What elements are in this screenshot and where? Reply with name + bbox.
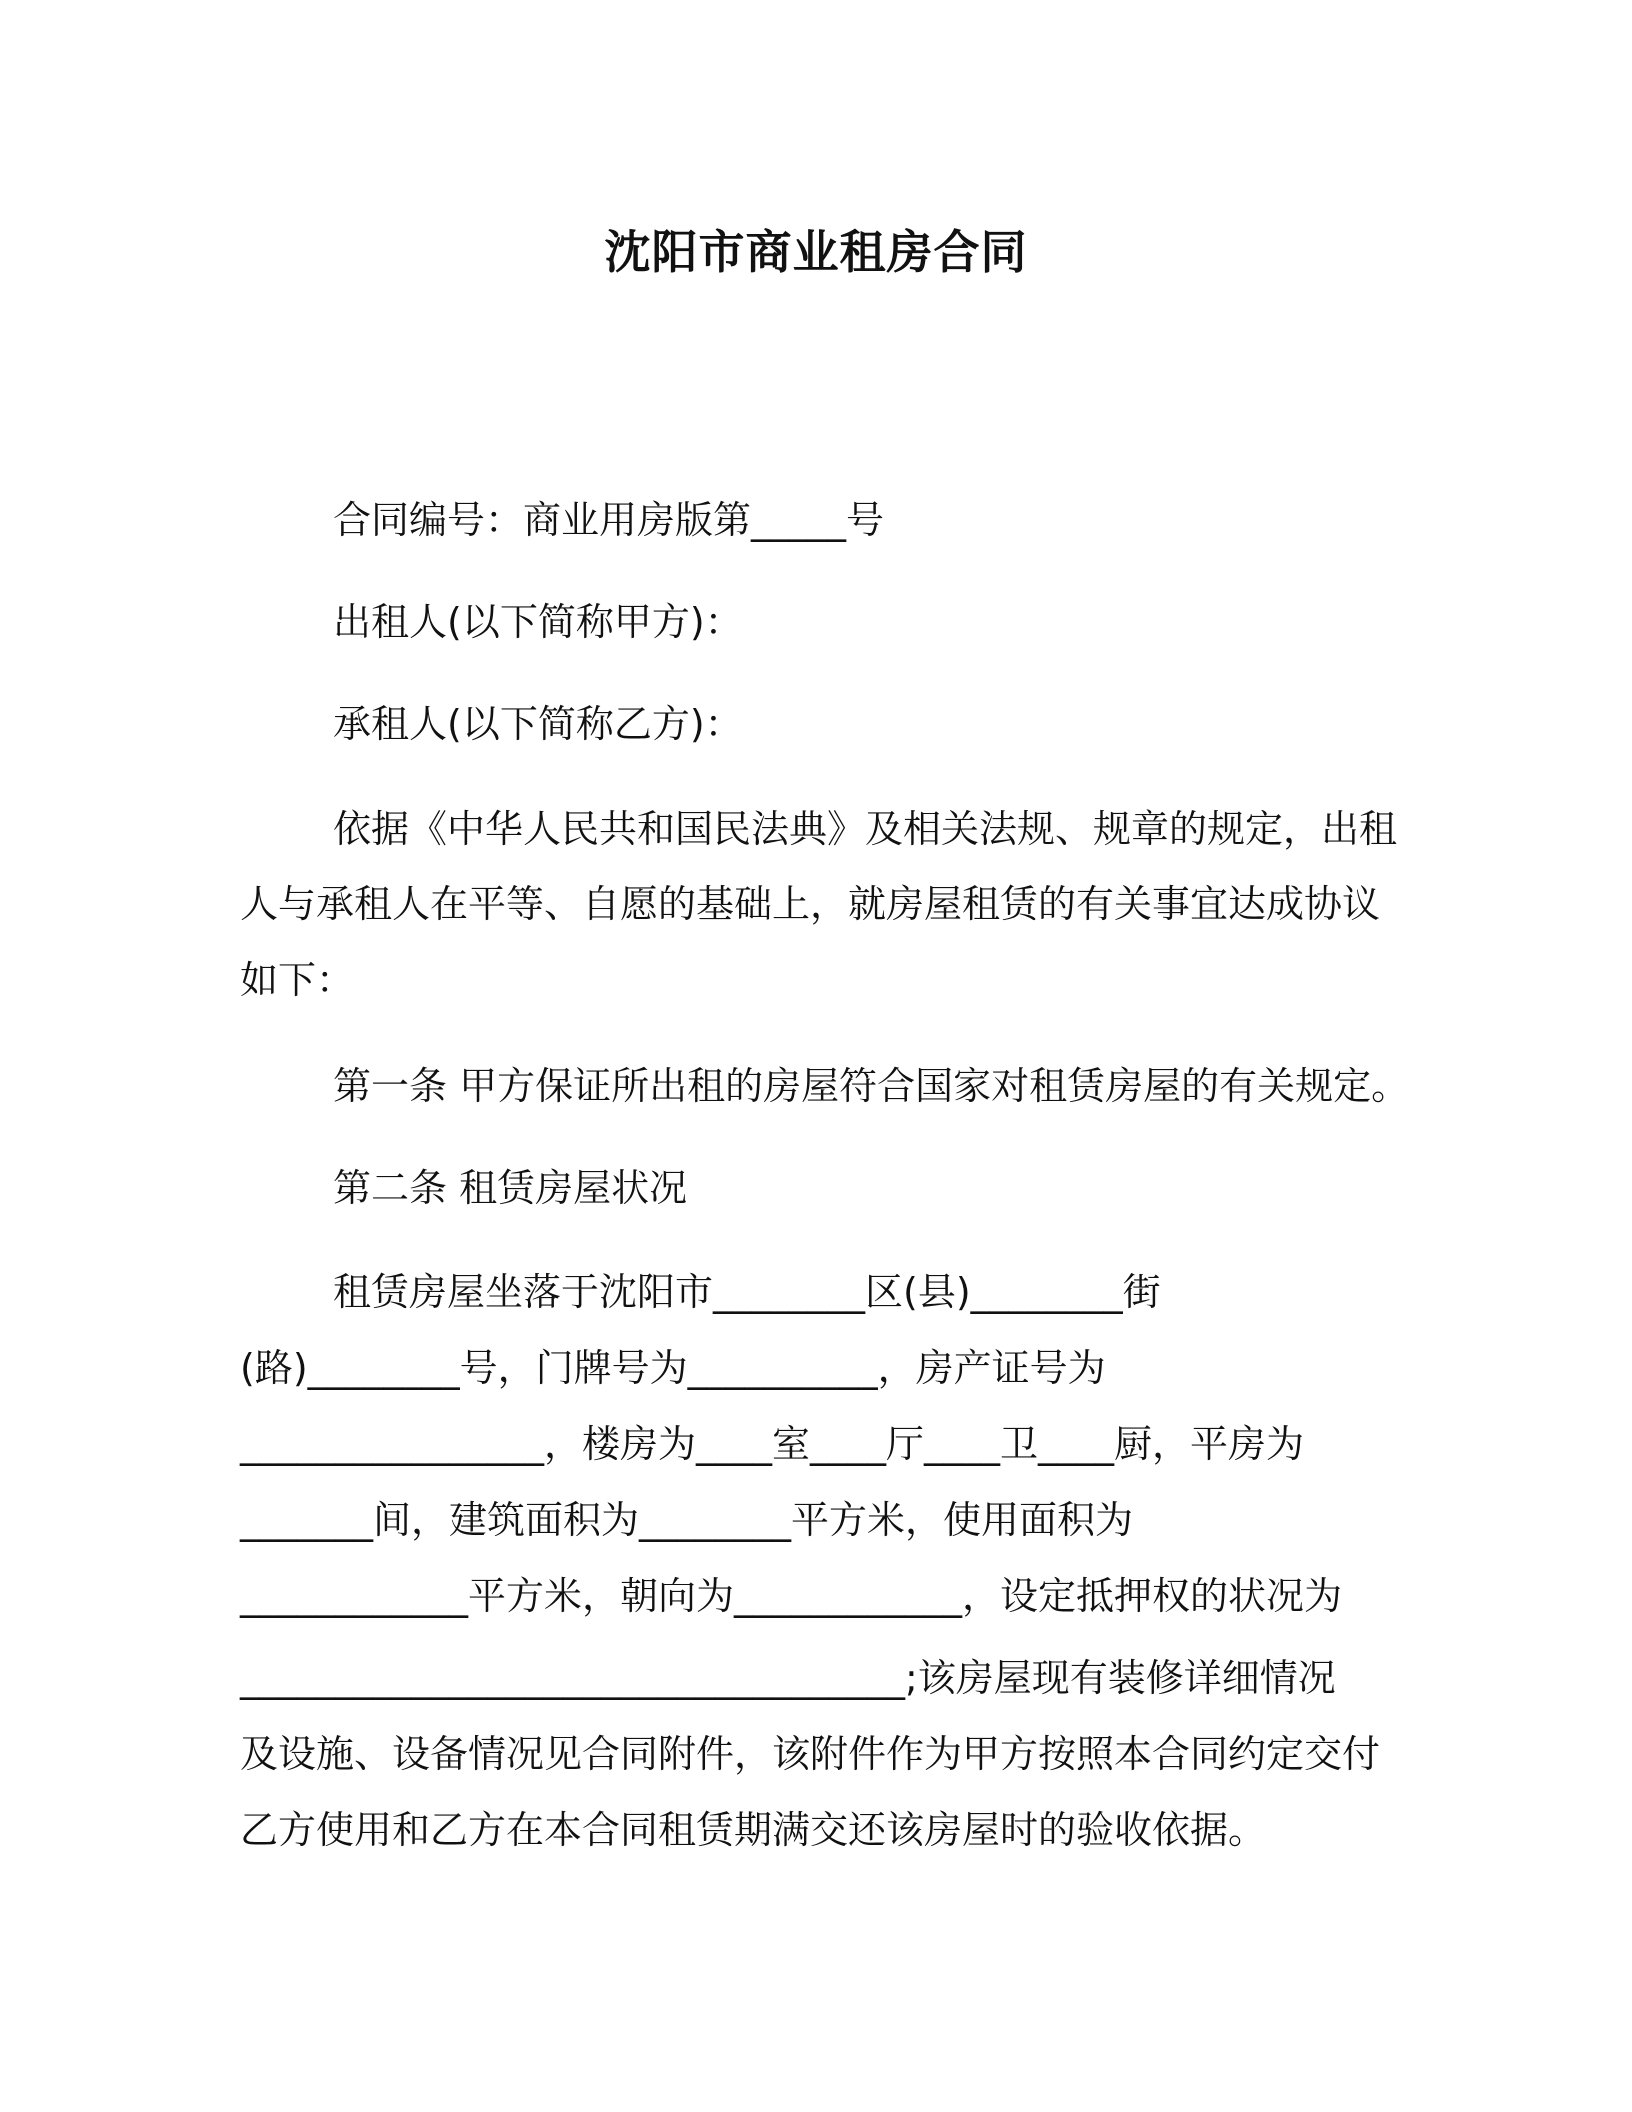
- lessor-line: 出租人(以下简称甲方)：: [333, 600, 743, 644]
- article-two-text-line-1: 租赁房屋坐落于沈阳市________区(县)________街: [333, 1270, 1161, 1314]
- article-one: 第一条 甲方保证所出租的房屋符合国家对租赁房屋的有关规定。: [333, 1064, 1410, 1108]
- article-two-text-line-3: ________________，楼房为____室____厅____卫____厨，平房为: [240, 1422, 1305, 1466]
- document-title: 沈阳市商业租房合同: [604, 225, 1028, 279]
- lessee-line: 承租人(以下简称乙方)：: [333, 702, 743, 746]
- preamble-line-3: 如下：: [240, 958, 355, 1002]
- preamble-line-1: 依据《中华人民共和国民法典》及相关法规、规章的规定，出租: [333, 807, 1398, 851]
- article-two-text-line-7: 及设施、设备情况见合同附件，该附件作为甲方按照本合同约定交付: [240, 1732, 1381, 1776]
- article-two-text-line-2: (路)________号，门牌号为__________，房产证号为: [240, 1346, 1106, 1390]
- article-two-text-line-5: ____________平方米，朝向为____________，设定抵押权的状况为: [240, 1574, 1343, 1618]
- article-two-heading: 第二条 租赁房屋状况: [333, 1166, 688, 1210]
- preamble-line-2: 人与承租人在平等、自愿的基础上，就房屋租赁的有关事宜达成协议: [240, 882, 1381, 926]
- contract-number-line: 合同编号：商业用房版第_____号: [333, 498, 885, 542]
- article-two-text-line-6: ___________________________________;该房屋现有装修详细情况: [240, 1656, 1336, 1700]
- article-two-text-line-4: _______间，建筑面积为________平方米，使用面积为: [240, 1498, 1134, 1542]
- article-two-text-line-8: 乙方使用和乙方在本合同租赁期满交还该房屋时的验收依据。: [240, 1808, 1267, 1852]
